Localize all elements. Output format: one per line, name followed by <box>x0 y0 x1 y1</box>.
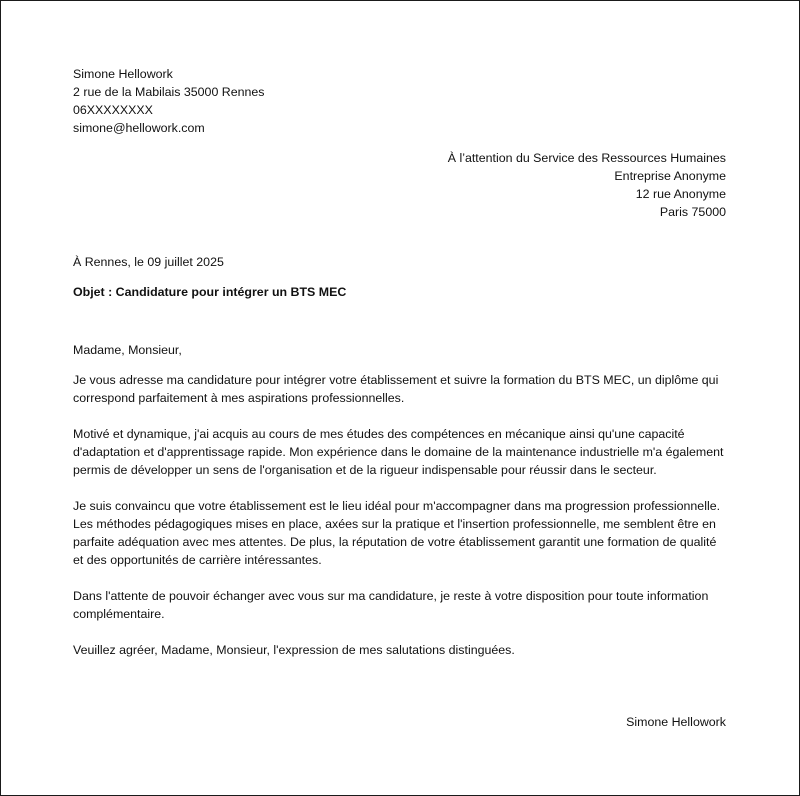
signature: Simone Hellowork <box>626 715 726 729</box>
subject-line: Objet : Candidature pour intégrer un BTS MEC <box>73 285 347 299</box>
sender-phone: 06XXXXXXXX <box>73 103 153 117</box>
paragraph-motivation: Je suis convaincu que votre établissement est le lieu idéal pour m'accompagner dans ma progression professionnelle. Les méthodes pédagogiques mises en place, axées sur la pratique et l'insertion professionnelle, me semblent être en parfaite adéquation avec mes attentes. De plus, la réputation de votre établissement garantit une formation de qualité et des opportunités de carrière intéressantes. <box>73 499 721 567</box>
sender-block <box>73 65 473 137</box>
recipient-company: Entreprise Anonyme <box>614 169 726 183</box>
recipient-city: Paris 75000 <box>659 205 726 219</box>
sender-name: Simone Hellowork <box>73 67 173 81</box>
paragraph-closing: Veuillez agréer, Madame, Monsieur, l'expression de mes salutations distinguées. <box>73 643 515 657</box>
recipient-street: 12 rue Anonyme <box>635 187 726 201</box>
sender-email: simone@hellowork.com <box>73 121 205 135</box>
letter-body <box>73 341 729 677</box>
paragraph-intro: Je vous adresse ma candidature pour intégrer votre établissement et suivre la formation du BTS MEC, un diplôme qui correspond parfaitement à mes aspirations professionnelles. <box>73 373 719 405</box>
sender-address: 2 rue de la Mabilais 35000 Rennes <box>73 85 265 99</box>
recipient-attention: À l’attention du Service des Ressources Humaines <box>447 151 726 165</box>
paragraph-skills: Motivé et dynamique, j'ai acquis au cours de mes études des compétences en mécanique ainsi qu'une capacité d'adaptation et d'apprentissage rapide. Mon expérience dans le domaine de la maintenance industrielle m'a également permis de développer un sens de l'organisation et de la rigueur indispensable pour réussir dans le secteur. <box>73 427 724 477</box>
salutation: Madame, Monsieur, <box>73 343 182 357</box>
recipient-block <box>306 149 726 221</box>
paragraph-availability: Dans l'attente de pouvoir échanger avec vous sur ma candidature, je reste à votre disposition pour toute information complémentaire. <box>73 589 709 621</box>
date-line: À Rennes, le 09 juillet 2025 <box>73 255 224 269</box>
